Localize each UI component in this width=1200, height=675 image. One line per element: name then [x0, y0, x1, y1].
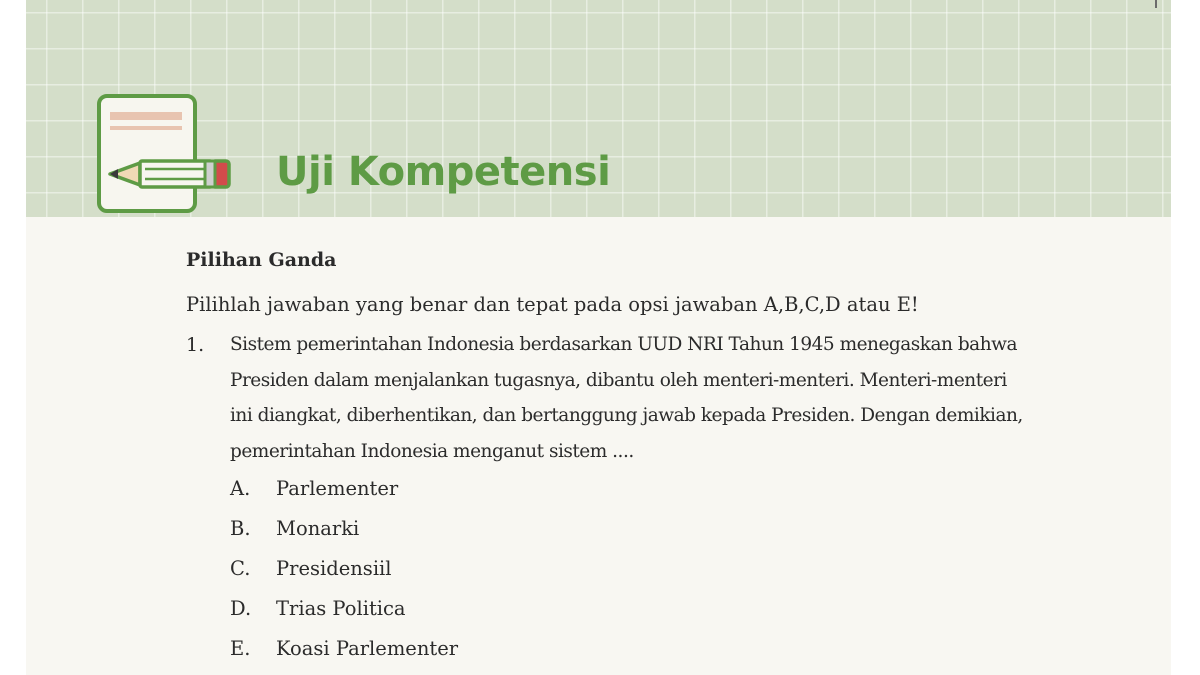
answer-options	[230, 469, 1086, 669]
option-letter: E.	[230, 637, 251, 660]
page-title: Uji Kompetensi	[276, 149, 611, 195]
option-text: Parlementer	[276, 477, 399, 500]
option-letter: A.	[230, 477, 251, 500]
option-letter: B.	[230, 517, 251, 540]
option-letter: D.	[230, 597, 252, 620]
answer-option-a[interactable]	[230, 469, 1086, 509]
answer-option-d[interactable]	[230, 589, 1086, 629]
option-letter: C.	[230, 557, 251, 580]
notepad-pencil-icon	[96, 93, 236, 215]
option-text: Monarki	[276, 517, 360, 540]
question-text: Sistem pemerintahan Indonesia berdasarkan UUD NRI Tahun 1945 menegaskan bahwa Presiden dalam menjalankan tugasnya, dibantu oleh menteri-menteri. Menteri-menteri ini diangkat, diberhentikan, dan bertanggung jawab kepada Presiden. Dengan demikian, pemerintahan Indonesia menganut sistem ....	[230, 334, 1023, 462]
question-item	[186, 327, 1086, 669]
header-banner	[26, 0, 1171, 217]
option-text: Presidensiil	[276, 557, 392, 580]
option-text: Trias Politica	[276, 597, 406, 620]
section-title: Pilihan Ganda	[186, 249, 337, 271]
answer-option-e[interactable]	[230, 629, 1086, 669]
question-number: 1.	[186, 334, 205, 356]
page	[26, 0, 1171, 675]
content	[186, 240, 1086, 669]
option-text: Koasi Parlementer	[276, 637, 459, 660]
page-edge-mark	[1155, 0, 1157, 8]
instruction-text: Pilihlah jawaban yang benar dan tepat pada opsi jawaban A,B,C,D atau E!	[186, 293, 919, 316]
answer-option-b[interactable]	[230, 509, 1086, 549]
answer-option-c[interactable]	[230, 549, 1086, 589]
